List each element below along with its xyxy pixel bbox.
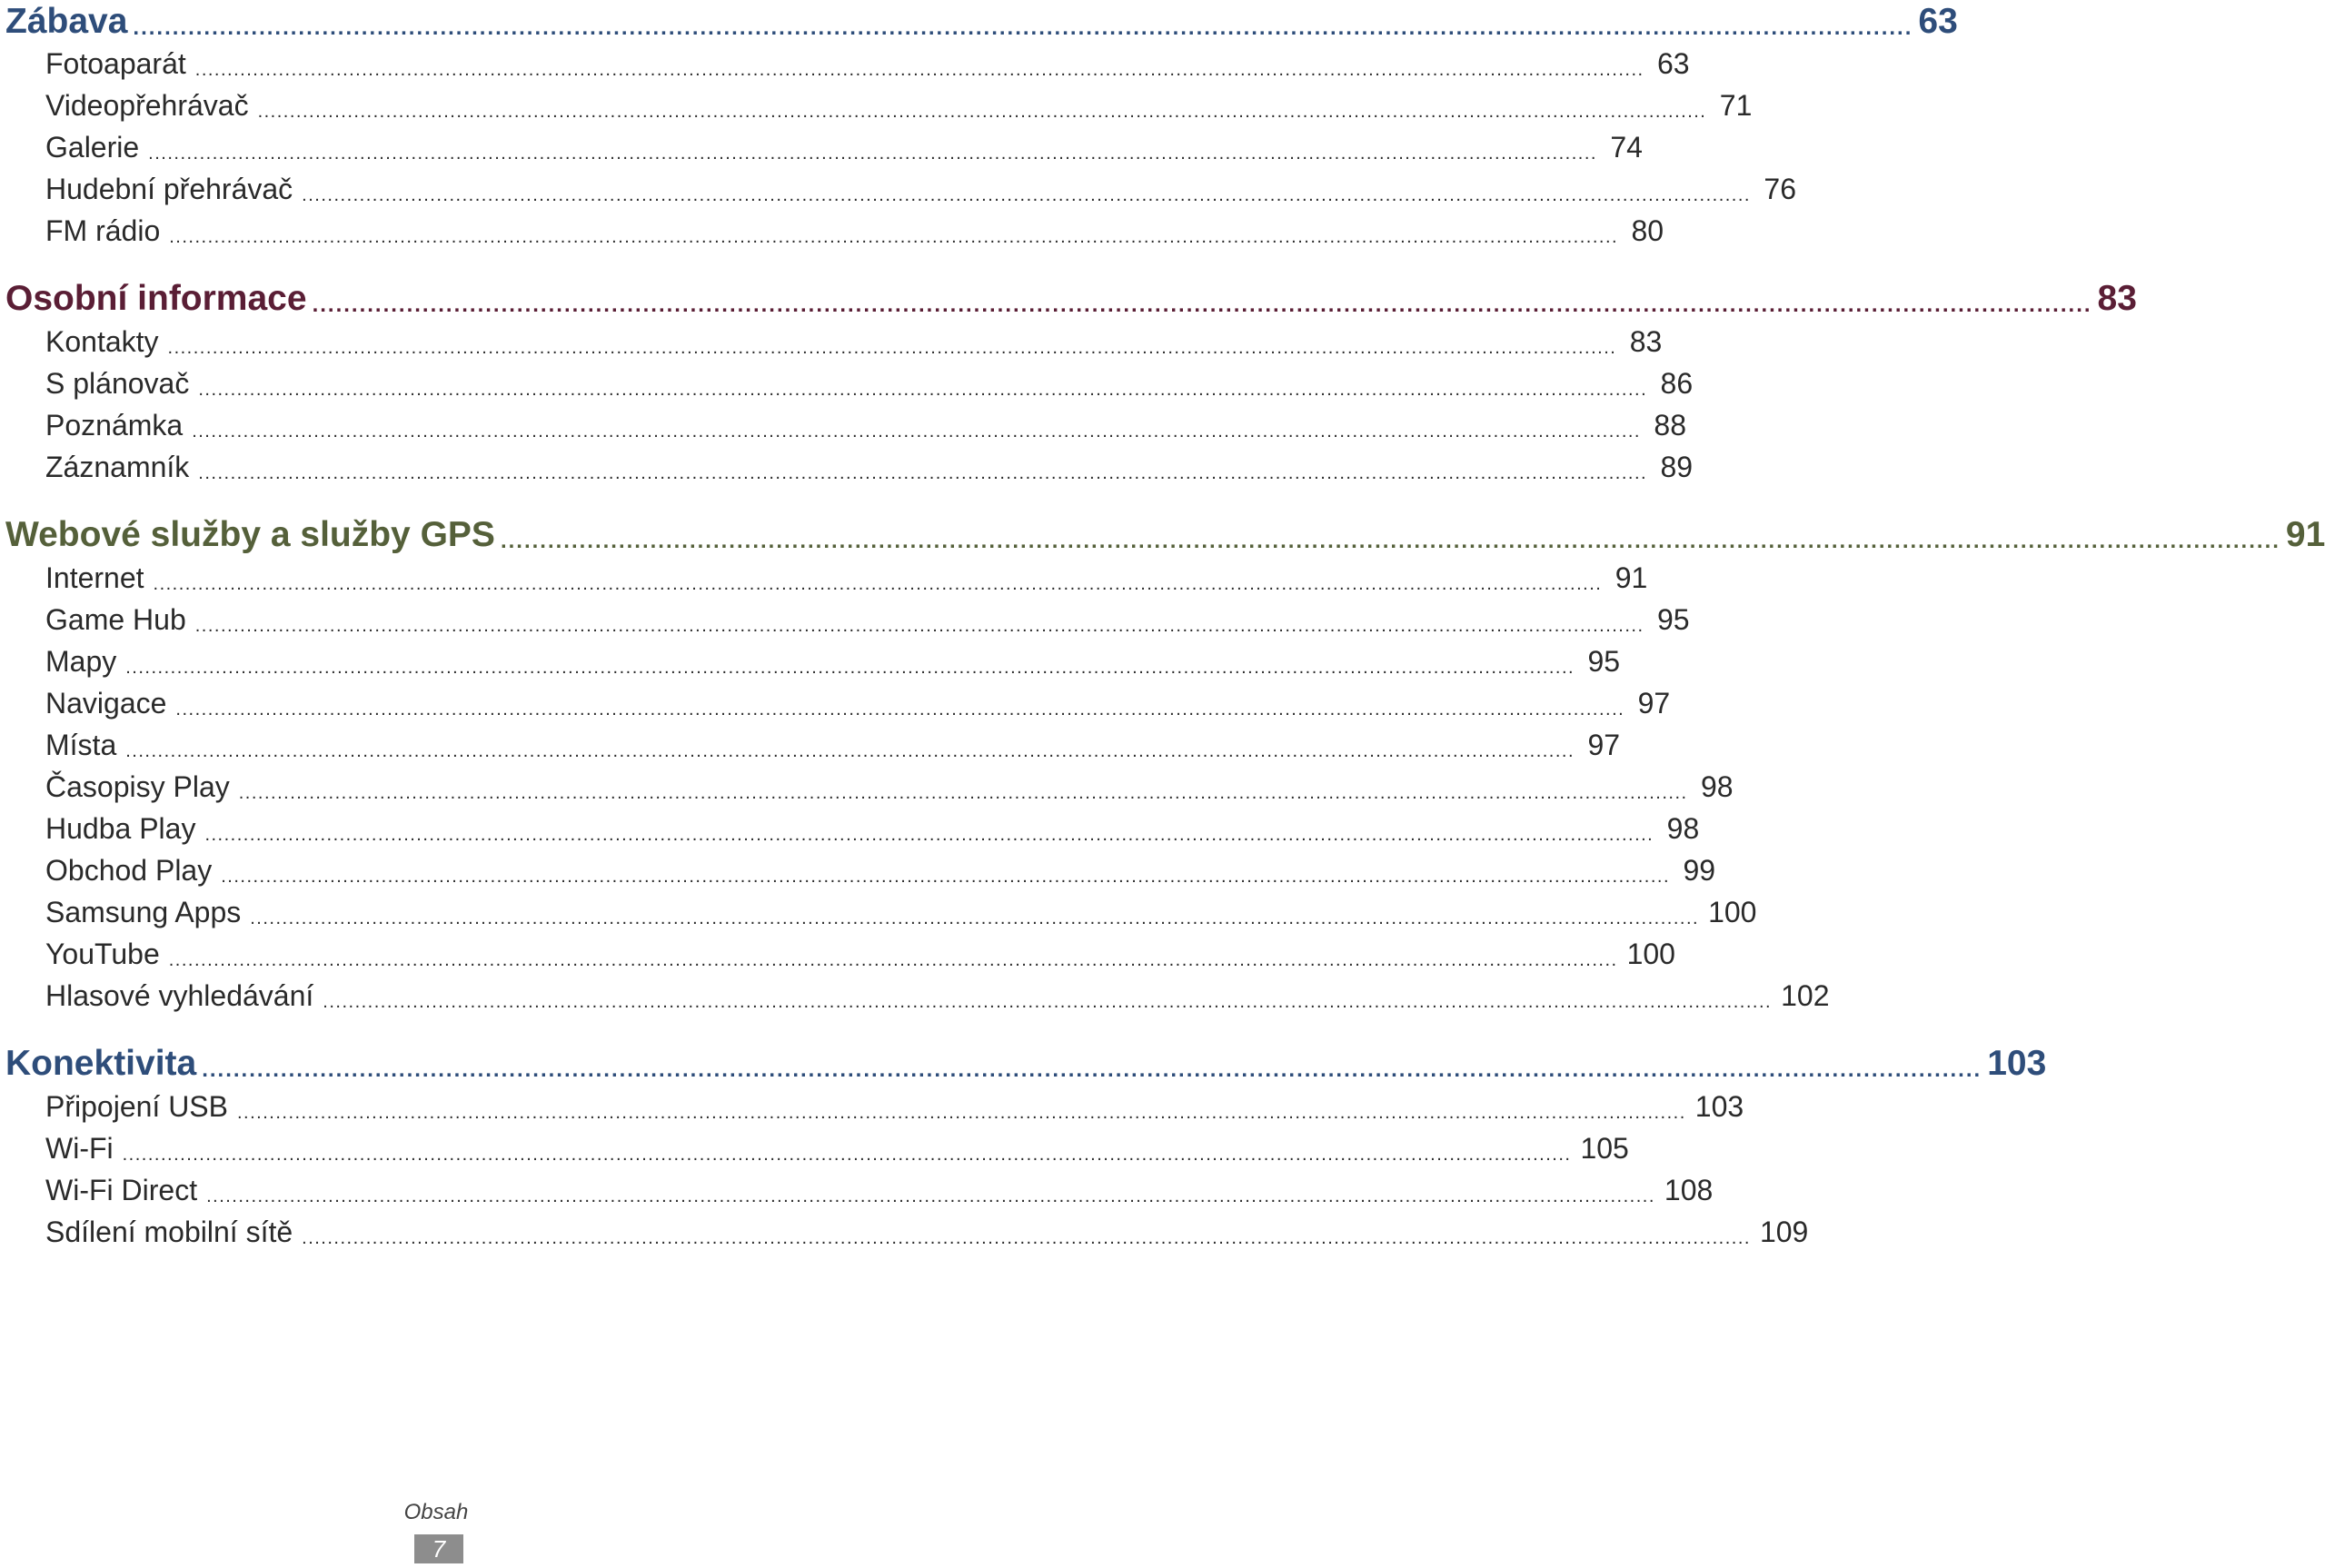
section-page: 83 bbox=[2097, 279, 2137, 318]
entry-page: 86 bbox=[1660, 367, 1694, 400]
section-title: Webové služby a služby GPS bbox=[5, 515, 495, 554]
toc-entry[interactable] bbox=[45, 169, 1796, 209]
entry-page: 88 bbox=[1654, 409, 1686, 442]
toc-entry[interactable] bbox=[45, 558, 1648, 598]
toc-entry[interactable] bbox=[45, 809, 1700, 849]
entry-label: Internet bbox=[45, 561, 144, 594]
entry-label: YouTube bbox=[45, 938, 160, 970]
toc-entry[interactable] bbox=[45, 1087, 1744, 1126]
toc-entry[interactable] bbox=[45, 1170, 1714, 1210]
entry-page: 98 bbox=[1666, 812, 1700, 845]
entry-page: 109 bbox=[1759, 1216, 1809, 1248]
leader-dots: .................................................................................................................................................................................................................................. bbox=[153, 574, 1603, 594]
leader-dots: .................................................................................................................................................................................................................................. bbox=[257, 102, 1707, 122]
entry-page: 97 bbox=[1637, 687, 1671, 719]
entry-page: 83 bbox=[1629, 325, 1663, 358]
entry-page: 98 bbox=[1700, 770, 1734, 803]
entry-label: Galerie bbox=[45, 131, 140, 164]
entry-page: 102 bbox=[1781, 979, 1830, 1012]
leader-dots: .................................................................................................................................................................................................................................. bbox=[500, 529, 2280, 553]
entry-label: Wi-Fi bbox=[45, 1132, 114, 1165]
entry-page: 71 bbox=[1719, 89, 1753, 122]
leader-dots: .................................................................................................................................................................................................................................. bbox=[198, 380, 1648, 400]
leader-dots: .................................................................................................................................................................................................................................. bbox=[194, 60, 1644, 80]
entry-page: 108 bbox=[1664, 1174, 1714, 1206]
toc-entry[interactable] bbox=[45, 934, 1675, 974]
section-heading-zabava[interactable] bbox=[5, 0, 1958, 45]
toc-entry[interactable] bbox=[45, 600, 1690, 640]
leader-dots: .................................................................................................................................................................................................................................. bbox=[122, 1145, 1572, 1165]
entry-label: Navigace bbox=[45, 687, 167, 719]
leader-dots: .................................................................................................................................................................................................................................. bbox=[125, 741, 1575, 761]
entry-label: Videopřehrávač bbox=[45, 89, 249, 122]
toc-entry[interactable] bbox=[45, 44, 1690, 84]
entry-label: Obchod Play bbox=[45, 854, 213, 887]
leader-dots: .................................................................................................................................................................................................................................. bbox=[192, 422, 1641, 442]
toc-entry[interactable] bbox=[45, 976, 1830, 1016]
leader-dots: .................................................................................................................................................................................................................................. bbox=[302, 1228, 1751, 1248]
entry-page: 95 bbox=[1587, 645, 1621, 678]
toc-entry[interactable] bbox=[45, 1128, 1629, 1168]
entry-page: 100 bbox=[1626, 938, 1675, 970]
section-page: 103 bbox=[1987, 1044, 2047, 1083]
entry-page: 97 bbox=[1587, 729, 1621, 761]
entry-label: Hlasové vyhledávání bbox=[45, 979, 314, 1012]
entry-label: Fotoaparát bbox=[45, 47, 186, 80]
entry-label: Sdílení mobilní sítě bbox=[45, 1216, 293, 1248]
toc-entry[interactable] bbox=[45, 447, 1694, 487]
leader-dots: .................................................................................................................................................................................................................................. bbox=[206, 1186, 1655, 1206]
entry-page: 103 bbox=[1694, 1090, 1744, 1123]
section-heading-osobni-informace[interactable] bbox=[5, 275, 2137, 323]
toc-entry[interactable] bbox=[45, 892, 1757, 932]
entry-label: Místa bbox=[45, 729, 117, 761]
leader-dots: .................................................................................................................................................................................................................................. bbox=[133, 15, 1913, 40]
toc-entry[interactable] bbox=[45, 641, 1621, 681]
entry-page: 89 bbox=[1660, 451, 1694, 483]
entry-page: 74 bbox=[1610, 131, 1643, 164]
entry-label: S plánovač bbox=[45, 367, 190, 400]
entry-label: Záznamník bbox=[45, 451, 190, 483]
entry-label: Časopisy Play bbox=[45, 770, 230, 803]
entry-page: 95 bbox=[1656, 603, 1690, 636]
leader-dots: .................................................................................................................................................................................................................................. bbox=[169, 227, 1619, 247]
leader-dots: .................................................................................................................................................................................................................................. bbox=[238, 783, 1688, 803]
entry-label: Game Hub bbox=[45, 603, 186, 636]
entry-label: Hudební přehrávač bbox=[45, 173, 293, 205]
entry-page: 105 bbox=[1580, 1132, 1629, 1165]
leader-dots: .................................................................................................................................................................................................................................. bbox=[168, 950, 1618, 970]
leader-dots: .................................................................................................................................................................................................................................. bbox=[194, 616, 1644, 636]
toc-entry[interactable] bbox=[45, 85, 1753, 125]
toc-entry[interactable] bbox=[45, 850, 1716, 890]
footer-section-label: Obsah bbox=[403, 1500, 469, 1524]
leader-dots: .................................................................................................................................................................................................................................. bbox=[323, 992, 1773, 1012]
leader-dots: .................................................................................................................................................................................................................................. bbox=[312, 293, 2092, 317]
leader-dots: .................................................................................................................................................................................................................................. bbox=[198, 463, 1648, 483]
toc-entry[interactable] bbox=[45, 211, 1664, 251]
entry-label: Wi-Fi Direct bbox=[45, 1174, 198, 1206]
section-title: Zábava bbox=[5, 2, 128, 41]
footer-page-number: 7 bbox=[414, 1534, 463, 1563]
leader-dots: .................................................................................................................................................................................................................................. bbox=[202, 1057, 1982, 1082]
entry-page: 100 bbox=[1708, 896, 1757, 928]
leader-dots: .................................................................................................................................................................................................................................. bbox=[302, 185, 1751, 205]
leader-dots: .................................................................................................................................................................................................................................. bbox=[175, 700, 1625, 719]
section-heading-konektivita[interactable] bbox=[5, 1040, 2047, 1087]
leader-dots: .................................................................................................................................................................................................................................. bbox=[204, 825, 1654, 845]
toc-entry[interactable] bbox=[45, 725, 1621, 765]
section-page: 63 bbox=[1918, 2, 1958, 41]
entry-label: FM rádio bbox=[45, 214, 161, 247]
toc-entry[interactable] bbox=[45, 322, 1663, 362]
toc-entry[interactable] bbox=[45, 127, 1643, 167]
toc-entry[interactable] bbox=[45, 405, 1686, 445]
toc-entry[interactable] bbox=[45, 1212, 1809, 1252]
entry-page: 99 bbox=[1683, 854, 1716, 887]
entry-page: 80 bbox=[1631, 214, 1664, 247]
entry-label: Kontakty bbox=[45, 325, 159, 358]
leader-dots: .................................................................................................................................................................................................................................. bbox=[250, 908, 1700, 928]
section-title: Konektivita bbox=[5, 1044, 197, 1083]
leader-dots: .................................................................................................................................................................................................................................. bbox=[125, 658, 1575, 678]
entry-label: Samsung Apps bbox=[45, 896, 242, 928]
entry-page: 76 bbox=[1764, 173, 1796, 205]
entry-label: Hudba Play bbox=[45, 812, 196, 845]
leader-dots: .................................................................................................................................................................................................................................. bbox=[167, 338, 1617, 358]
entry-page: 91 bbox=[1615, 561, 1648, 594]
leader-dots: .................................................................................................................................................................................................................................. bbox=[221, 867, 1671, 887]
toc-entry[interactable] bbox=[45, 767, 1734, 807]
entry-label: Poznámka bbox=[45, 409, 184, 442]
section-page: 91 bbox=[2285, 515, 2325, 554]
entry-label: Mapy bbox=[45, 645, 117, 678]
leader-dots: .................................................................................................................................................................................................................................. bbox=[148, 144, 1597, 164]
entry-page: 63 bbox=[1656, 47, 1690, 80]
section-heading-webove-sluzby[interactable] bbox=[5, 511, 2325, 559]
toc-entry[interactable] bbox=[45, 683, 1671, 723]
section-title: Osobní informace bbox=[5, 279, 307, 318]
leader-dots: .................................................................................................................................................................................................................................. bbox=[236, 1103, 1686, 1123]
entry-label: Připojení USB bbox=[45, 1090, 228, 1123]
toc-entry[interactable] bbox=[45, 363, 1694, 403]
